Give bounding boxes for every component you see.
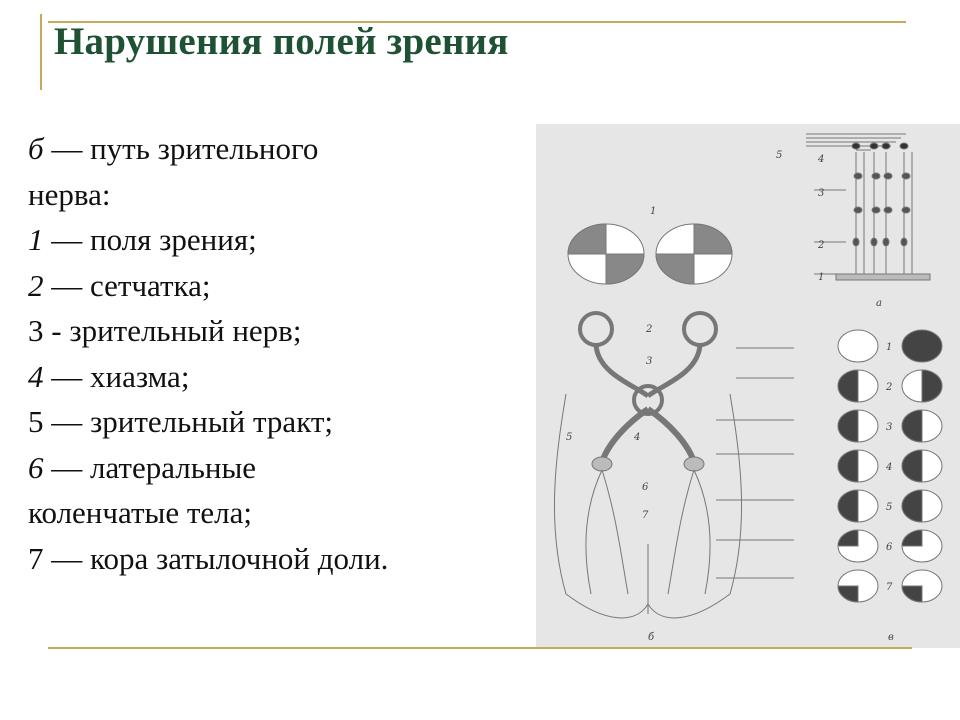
pathway-label: 4 — [634, 432, 641, 443]
footer-rule — [48, 647, 912, 649]
pathway-label: 2 — [646, 324, 653, 335]
retina-label: 2 — [818, 240, 825, 251]
retina-layers-diagram — [806, 134, 930, 280]
optic-pathway-diagram — [554, 224, 794, 618]
legend-line: 5 — зрительный тракт; — [28, 404, 334, 439]
visual-pathway-figure — [536, 124, 960, 648]
legend-line: 3 - зрительный нерв; — [28, 313, 302, 348]
panel-b-label: б — [648, 632, 655, 643]
legend-line: б — путь зрительного — [28, 131, 319, 166]
pathway-label: 6 — [642, 482, 649, 493]
panel-a-label: а — [876, 298, 882, 309]
retina-label: 4 — [818, 154, 825, 165]
legend-line: 2 — сетчатка; — [28, 267, 211, 303]
defect-label: 1 — [886, 342, 893, 353]
defect-label: 3 — [886, 422, 893, 433]
legend-line: коленчатые тела; — [28, 495, 252, 530]
pathway-label: 1 — [650, 206, 657, 217]
legend-line: 1 — поля зрения; — [28, 222, 257, 257]
defect-label: 4 — [886, 462, 893, 473]
panel-v-label: в — [888, 632, 894, 643]
pathway-label: 3 — [646, 356, 653, 367]
legend-line: 7 — кора затылочной доли. — [28, 540, 389, 576]
legend-text — [28, 126, 518, 581]
pathway-label: 5 — [566, 432, 573, 443]
legend-line: 6 — латеральные — [28, 449, 257, 485]
visual-pathway-illustration — [536, 124, 960, 648]
defect-label: 5 — [886, 502, 893, 513]
defect-label: 7 — [886, 582, 893, 593]
slide-title: Нарушения полей зрения — [54, 20, 509, 63]
retina-label: 1 — [818, 272, 825, 283]
defect-label: 2 — [886, 382, 893, 393]
retina-label: 3 — [818, 188, 825, 199]
pathway-label: 7 — [642, 510, 649, 521]
defect-label: 6 — [886, 542, 893, 553]
retina-label: 5 — [776, 150, 783, 161]
legend-line: 4 — хиазма; — [28, 358, 190, 394]
legend-line: нерва: — [28, 176, 111, 212]
title-rule-left — [40, 14, 42, 90]
